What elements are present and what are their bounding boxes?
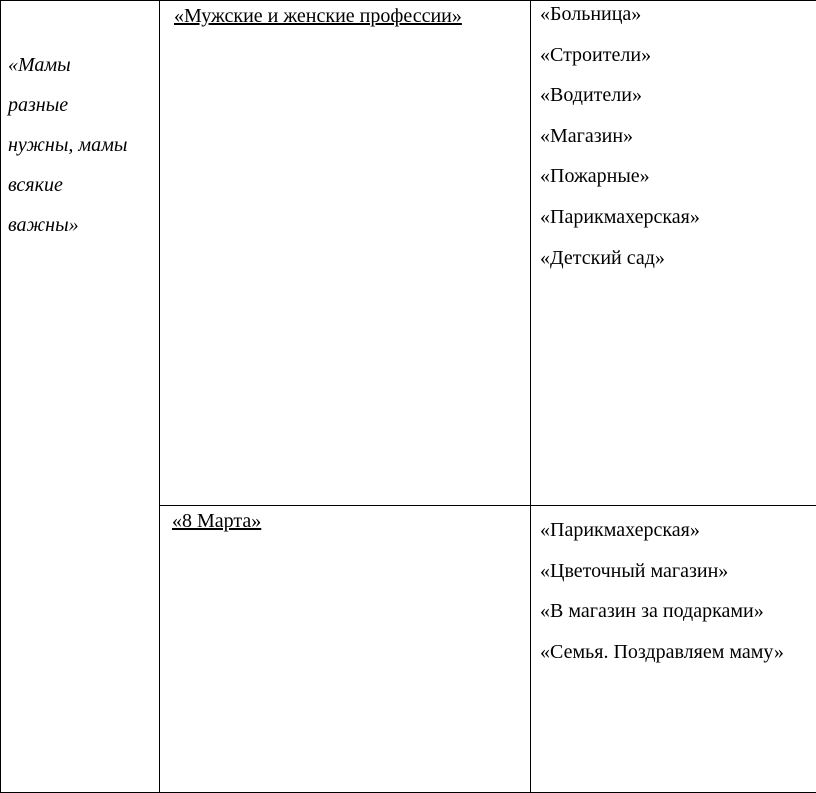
theme-line: важны»: [8, 205, 159, 245]
theme-cell: [1, 1, 160, 793]
game-item: «Детский сад»: [540, 238, 816, 279]
game-item: «Семья. Поздравляем маму»: [540, 632, 816, 673]
game-item: «В магазин за подарками»: [540, 591, 816, 632]
game-item: «Больница»: [540, 0, 816, 35]
game-item: «Магазин»: [540, 116, 816, 157]
game-item: «Цветочный магазин»: [540, 551, 816, 592]
game-item: «Водители»: [540, 75, 816, 116]
games-cell: [531, 506, 816, 793]
topic-cell: [160, 1, 531, 506]
game-item: «Парикмахерская»: [540, 510, 816, 551]
game-item: «Парикмахерская»: [540, 197, 816, 238]
theme-line: нужны, мамы: [8, 125, 159, 165]
game-item: «Пожарные»: [540, 156, 816, 197]
topic-title: «Мужские и женские профессии»: [174, 5, 462, 27]
game-item: «Строители»: [540, 35, 816, 76]
theme-line: «Мамы: [8, 45, 159, 85]
theme-line: разные: [8, 85, 159, 125]
games-cell: [531, 1, 816, 506]
theme-line: всякие: [8, 165, 159, 205]
topic-cell: [160, 506, 531, 793]
table-row: [1, 1, 816, 506]
topic-title: «8 Марта»: [172, 510, 261, 532]
